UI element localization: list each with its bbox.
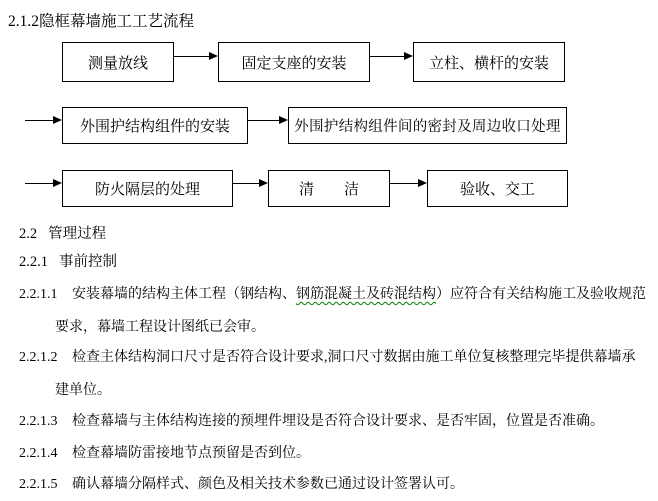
- flow-arrow: [25, 120, 53, 121]
- section-title: 事前控制: [59, 254, 117, 270]
- flow-arrow: [370, 56, 404, 57]
- flow-box-fireproof-layer: [62, 170, 233, 207]
- flow-arrow: [233, 183, 259, 184]
- flow-box-label: 测量放线: [87, 55, 148, 72]
- paragraph-text: ）应符合有关结构施工及验收规范要求，幕墙工程设计图纸已会审。: [55, 287, 646, 335]
- paragraph-text: 检查幕墙防雷接地节点预留是否到位。: [72, 446, 310, 461]
- flow-box-column-crossbar-install: [413, 42, 565, 82]
- paragraph-number: 2.2.1.4: [19, 446, 58, 461]
- paragraph-number: 2.2.1.1: [19, 287, 58, 302]
- flow-box-acceptance-handover: [427, 170, 568, 207]
- paragraph-text: 安装幕墙的结构主体工程（钢结构、: [72, 287, 296, 302]
- section-title: 管理过程: [48, 226, 107, 242]
- paragraph-number: 2.2.1.5: [19, 477, 58, 492]
- flow-box-fixed-support-install: [218, 42, 370, 82]
- flow-arrow: [174, 56, 209, 57]
- flow-arrow: [248, 120, 279, 121]
- flow-box-survey-layout: [62, 42, 174, 82]
- flow-box-cleaning: [268, 170, 390, 207]
- paragraph-text: 检查主体结构洞口尺寸是否符合设计要求,洞口尺寸数据由施工单位复核整理完毕提供幕墙承建单位。: [55, 350, 636, 398]
- section-heading-pre-control: [19, 252, 117, 272]
- paragraph-2211: [0, 278, 647, 344]
- page-title: 2.1.2隐框幕墙施工工艺流程: [8, 13, 195, 30]
- section-number: 2.2: [19, 226, 38, 242]
- flow-box-label: 外围护结构组件间的密封及周边收口处理: [294, 119, 561, 135]
- paragraph-text: 确认幕墙分隔样式、颜色及相关技术参数已通过设计签署认可。: [72, 477, 464, 492]
- paragraph-number: 2.2.1.3: [19, 414, 58, 429]
- paragraph-2214: [0, 437, 647, 470]
- flow-box-label: 清 洁: [298, 182, 359, 198]
- flow-arrow: [25, 183, 53, 184]
- flow-box-label: 验收、交工: [459, 182, 535, 198]
- paragraph-number: 2.2.1.2: [19, 350, 58, 365]
- flow-box-label: 防火隔层的处理: [94, 182, 200, 198]
- flow-box-envelope-component-install: [62, 107, 248, 144]
- paragraph-2213: [0, 405, 647, 438]
- flow-box-label: 外围护结构组件的安装: [79, 119, 230, 135]
- section-heading-management: [19, 224, 106, 244]
- paragraph-text-spellcheck: 钢筋混凝土及砖混结构: [296, 287, 436, 302]
- flow-arrow: [390, 183, 418, 184]
- paragraph-2215: [0, 468, 647, 501]
- flow-box-label: 固定支座的安装: [241, 55, 347, 72]
- flow-box-label: 立柱、横杆的安装: [428, 55, 549, 72]
- paragraph-text: 检查幕墙与主体结构连接的预埋件埋设是否符合设计要求、是否牢固，位置是否准确。: [72, 414, 604, 429]
- section-number: 2.2.1: [19, 254, 48, 270]
- flow-box-sealing-edge-treatment: [288, 107, 567, 144]
- paragraph-2212: [0, 341, 647, 407]
